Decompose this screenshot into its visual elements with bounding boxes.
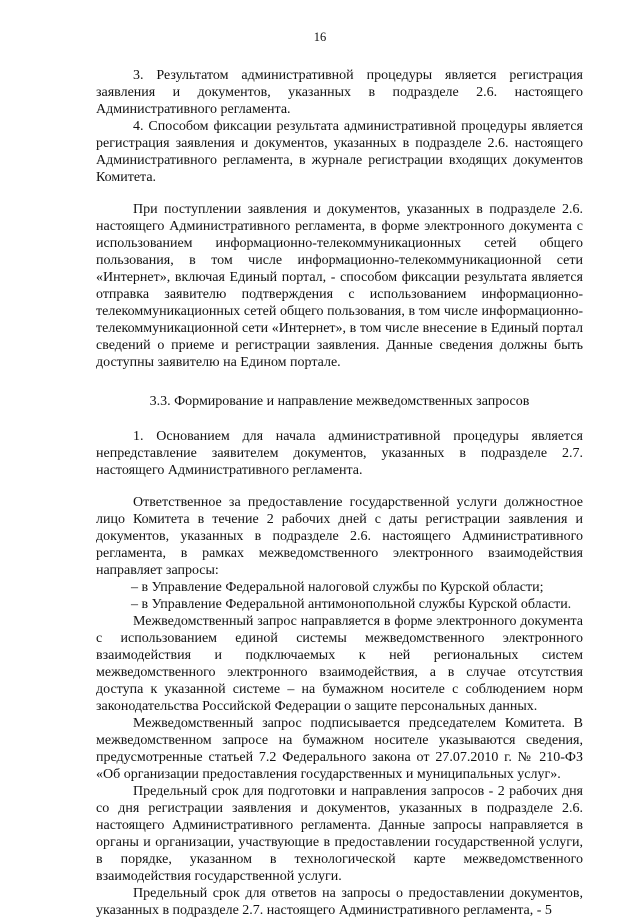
paragraph-fixation: 4. Способом фиксации результата административной процедуры является регистрация заявления и документов, указанных в подразделе 2.6. настоящего Административного регламента, в журнале регистрации входящих документов Комитета. [96,119,583,185]
paragraph-responsible-official: Ответственное за предоставление государственной услуги должностное лицо Комитета в течение 2 рабочих дней с даты регистрации заявления и документов, указанных в подразделе 2.6. настоящего Административного регламента, в рамках межведомственного электронного взаимодействия направляет запросы: [96,495,583,578]
paragraph-request-deadline: Предельный срок для подготовки и направления запросов - 2 рабочих дня со дня регистрации заявления и документов, указанных в подразделе 2.6. настоящего Административного регламента. Данные запросы направляется в органы и организации, участвующие в предоставлении государственной услуги, в порядке, указанном в технологической карте межведомственного взаимодействия государственной услуги. [96,784,583,884]
paragraph-request-form: Межведомственный запрос направляется в форме электронного документа с использованием единой системы межведомственного электронного взаимодействия и подключаемых к ней региональных систем межведомственного электронного взаимодействия, а в случае отсутствия доступа к указанной системе – на бумажном носителе с соблюдением норм законодательства Российской Федерации о защите персональных данных. [96,614,583,714]
paragraph-electronic-receipt: При поступлении заявления и документов, указанных в подразделе 2.6. настоящего Административного регламента, в форме электронного документа с использованием информационно-телекоммуникационных сетей общего пользования, в том числе информационно-телекоммуникационной сети «Интернет», включая Единый портал, - способом фиксации результата является отправка заявителю подтверждения с использованием информационно-телекоммуникационных сетей общего пользования, в том числе информационно-телекоммуникационной сети «Интернет», в том числе внесение в Единый портал сведений о приеме и регистрации заявления. Данные сведения должны быть доступны заявителю на Едином портале. [96,202,583,370]
list-item-antimonopoly-service: – в Управление Федеральной антимонопольной службы Курской области. [131,597,572,612]
section-heading: 3.3. Формирование и направление межведомственных запросов [149,394,530,409]
document-body [96,67,583,919]
paragraph-result: 3. Результатом административной процедуры является регистрация заявления и документов, указанных в подразделе 2.6. настоящего Административного регламента. [96,68,583,117]
paragraph-request-signing: Межведомственный запрос подписывается председателем Комитета. В межведомственном запросе на бумажном носителе указываются сведения, предусмотренные статьей 7.2 Федерального закона от 27.07.2010 г. № 210-ФЗ «Об организации предоставления государственных и муниципальных услуг». [96,716,583,782]
paragraph-response-deadline: Предельный срок для ответов на запросы о предоставлении документов, указанных в подразделе 2.7. настоящего Административного регламента, - 5 [96,886,583,918]
page-number: 16 [313,30,327,44]
list-item-tax-service: – в Управление Федеральной налоговой службы по Курской области; [131,580,544,595]
paragraph-basis: 1. Основанием для начала административной процедуры является непредставление заявителем документов, указанных в подразделе 2.7. настоящего Административного регламента. [96,429,583,478]
